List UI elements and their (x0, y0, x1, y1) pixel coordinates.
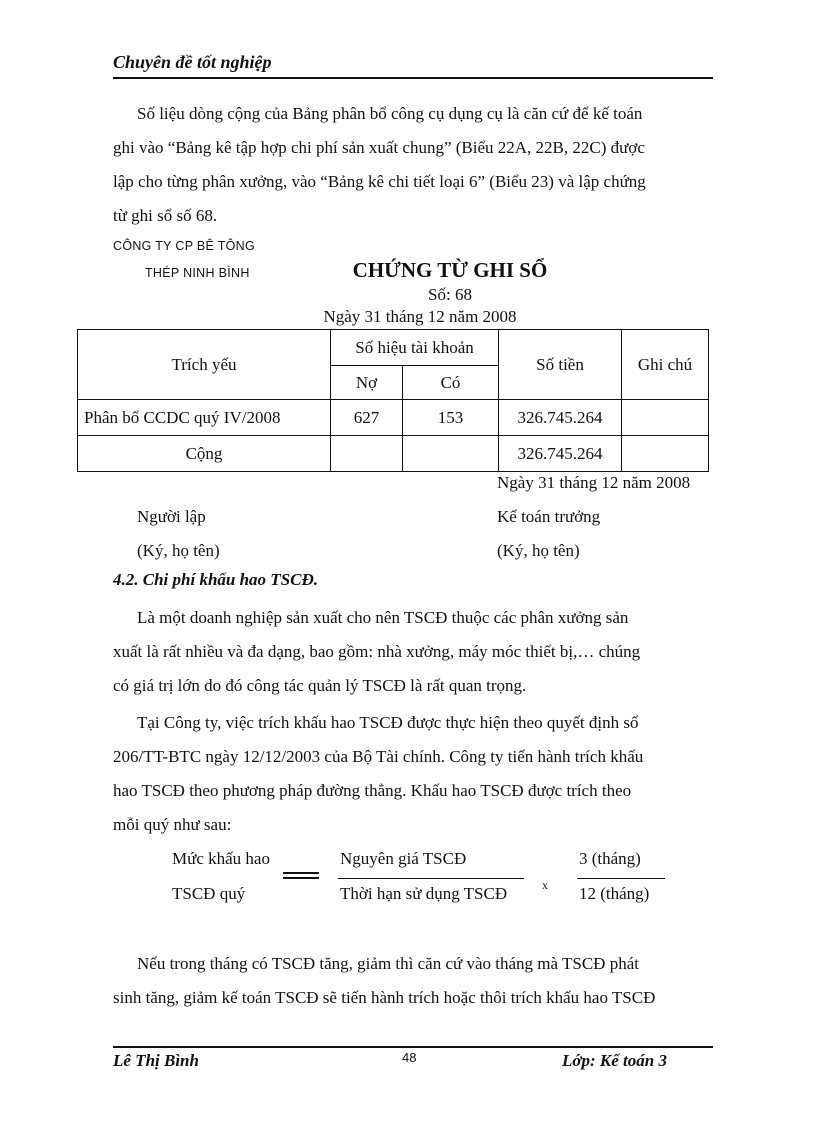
intro-line: Số liệu dòng cộng của Bảng phân bổ công cụ dụng cụ là căn cứ để kế toán (137, 104, 643, 123)
footer-author: Lê Thị Bình (113, 1051, 199, 1070)
total-amount: 326.745.264 (499, 436, 622, 472)
page-number: 48 (402, 1050, 417, 1065)
section-title: 4.2. Chi phí khấu hao TSCĐ. (113, 570, 319, 589)
paragraph-line: 206/TT-BTC ngày 12/12/2003 của Bộ Tài chính. Công ty tiến hành trích khấu (113, 747, 644, 766)
formula-denominator-1: Thời hạn sử dụng TSCĐ (340, 884, 508, 903)
formula-numerator-1: Nguyên giá TSCĐ (340, 849, 467, 868)
formula-lhs-bottom: TSCĐ quý (172, 884, 246, 903)
paragraph-line: xuất là rất nhiều và đa dạng, bao gồm: nhà xưởng, máy móc thiết bị,… chúng (113, 642, 641, 661)
signature-date: Ngày 31 tháng 12 năm 2008 (497, 473, 691, 492)
preparer-sign-note: (Ký, họ tên) (137, 541, 220, 560)
row-note (622, 400, 709, 436)
paragraph-line: sinh tăng, giảm kế toán TSCĐ sẽ tiến hành trích hoặc thôi trích khấu hao TSCĐ (113, 988, 656, 1007)
intro-line: từ ghi sổ số 68. (113, 206, 218, 225)
intro-line: ghi vào “Bảng kê tập hợp chi phí sản xuất chung” (Biểu 22A, 22B, 22C) được (113, 138, 645, 157)
header-credit: Có (403, 366, 499, 400)
section-paragraph-3 (113, 947, 710, 1015)
row-summary: Phân bổ CCDC quý IV/2008 (78, 400, 331, 436)
fraction-line-2 (577, 878, 665, 879)
formula-lhs-top: Mức khấu hao (172, 849, 270, 868)
company-name-line2: THÉP NINH BÌNH (145, 266, 250, 280)
paragraph-line: Tại Công ty, việc trích khấu hao TSCĐ được thực hiện theo quyết định số (137, 713, 639, 732)
footer-rule (113, 1046, 713, 1048)
equals-sign-top (283, 872, 319, 874)
intro-line: lập cho từng phân xưởng, vào “Bảng kê chi tiết loại 6” (Biểu 23) và lập chứng (113, 172, 646, 191)
table-row (78, 400, 709, 436)
formula-times: x (542, 878, 548, 892)
section-paragraph-2 (113, 706, 710, 842)
voucher-title: CHỨNG TỪ GHI SỔ (352, 258, 548, 282)
footer-class: Lớp: Kế toán 3 (562, 1051, 667, 1070)
paragraph-line: có giá trị lớn do đó công tác quản lý TSCĐ là rất quan trọng. (113, 676, 527, 695)
row-amount: 326.745.264 (499, 400, 622, 436)
voucher-date: Ngày 31 tháng 12 năm 2008 (323, 307, 517, 326)
row-debit: 627 (331, 400, 403, 436)
document-header-title: Chuyên đề tốt nghiệp (113, 52, 272, 72)
fraction-line-1 (338, 878, 524, 879)
total-row (78, 436, 709, 472)
paragraph-line: Là một doanh nghiệp sản xuất cho nên TSCĐ thuộc các phân xưởng sản (137, 608, 629, 627)
equals-sign-bottom (283, 877, 319, 879)
chief-sign-note: (Ký, họ tên) (497, 541, 580, 560)
paragraph-line: Nếu trong tháng có TSCĐ tăng, giảm thì căn cứ vào tháng mà TSCĐ phát (137, 954, 639, 973)
chief-accountant-label: Kế toán trưởng (497, 507, 601, 526)
intro-paragraph (113, 97, 710, 233)
section-paragraph-1 (113, 601, 710, 703)
company-name-line1: CÔNG TY CP BÊ TÔNG (113, 239, 256, 253)
header-note: Ghi chú (622, 330, 709, 400)
header-summary: Trích yếu (78, 330, 331, 400)
paragraph-line: mỗi quý như sau: (113, 815, 232, 834)
paragraph-line: hao TSCĐ theo phương pháp đường thẳng. Khấu hao TSCĐ được trích theo (113, 781, 632, 800)
formula-denominator-2: 12 (tháng) (579, 884, 650, 903)
voucher-number: Số: 68 (428, 285, 472, 304)
header-debit: Nợ (331, 366, 403, 400)
header-rule (113, 77, 713, 79)
row-credit: 153 (403, 400, 499, 436)
formula-numerator-2: 3 (tháng) (579, 849, 641, 868)
header-account-no: Số hiệu tài khoản (331, 330, 499, 366)
total-credit (403, 436, 499, 472)
total-note (622, 436, 709, 472)
total-debit (331, 436, 403, 472)
voucher-table (77, 329, 709, 472)
total-label: Cộng (78, 436, 331, 472)
preparer-label: Người lập (137, 507, 206, 526)
header-amount: Số tiền (499, 330, 622, 400)
